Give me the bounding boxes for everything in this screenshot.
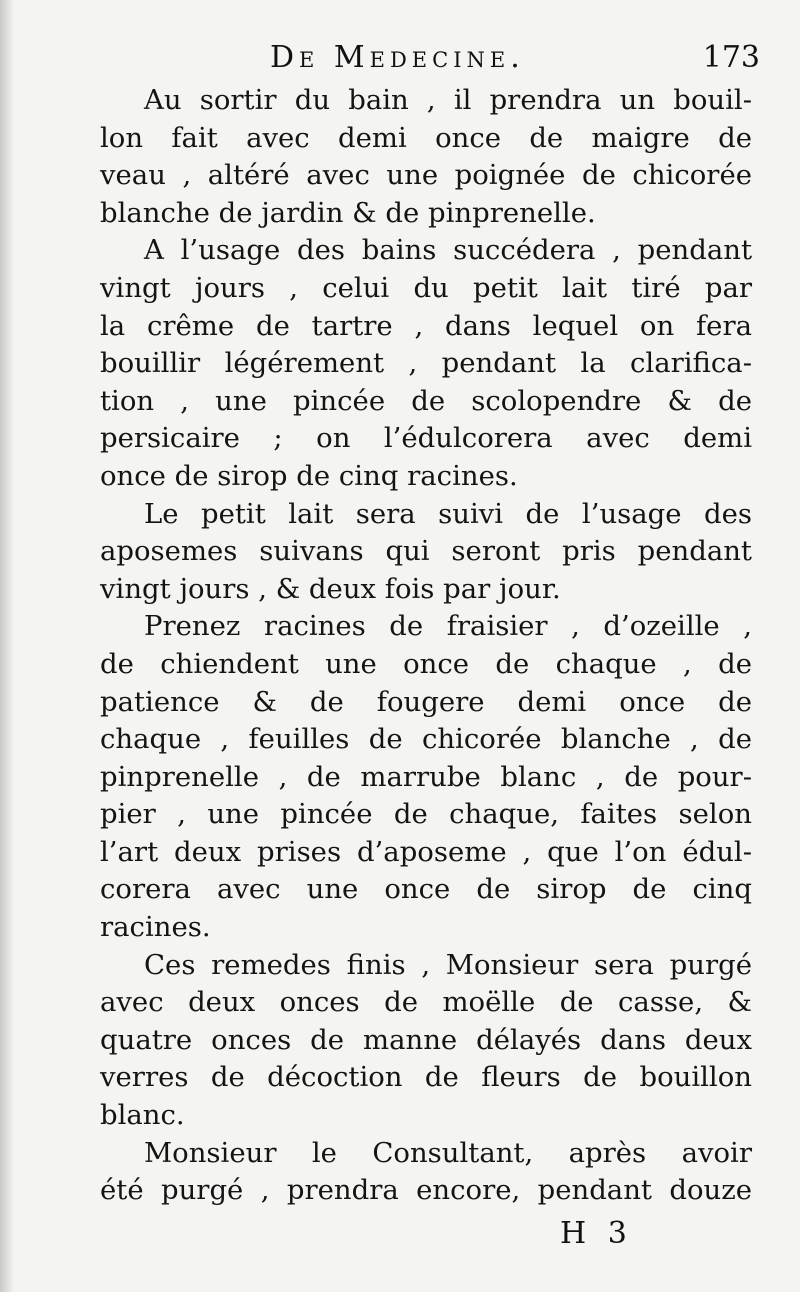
text-line: pinprenelle , de marrube blanc , de pour- [100, 760, 752, 793]
text-line: persicaire ; on l’édulcorera avec demi [100, 422, 752, 455]
text-line: tion , une pincée de scolopendre & de [100, 384, 752, 417]
text-line: la crême de tartre , dans lequel on fera [100, 309, 752, 342]
body-text [100, 82, 752, 1210]
page-spine-shadow [0, 0, 14, 1292]
text-line: blanc. [100, 1099, 185, 1132]
text-line: Ces remedes finis , Monsieur sera purgé [144, 948, 752, 981]
text-line: été purgé , prendra encore, pendant douze [100, 1174, 752, 1207]
running-title: De Medecine. [270, 40, 525, 75]
text-line: blanche de jardin & de pinprenelle. [100, 196, 596, 229]
text-line: Au sortir du bain , il prendra un bouil- [144, 84, 752, 116]
running-head [100, 40, 760, 84]
page-number: 173 [702, 40, 760, 75]
text-line: corera avec une once de sirop de cinq [100, 873, 752, 906]
text-line: once de sirop de cinq racines. [100, 459, 518, 492]
text-line: l’art deux prises d’aposeme , que l’on édul- [100, 835, 752, 868]
text-line: de chiendent une once de chaque , de [100, 647, 752, 680]
text-line: racines. [100, 911, 211, 944]
text-line: pier , une pincée de chaque, faites selon [100, 798, 752, 831]
text-line: veau , altéré avec une poignée de chicorée [100, 159, 752, 192]
text-line: quatre onces de manne délayés dans deux [100, 1023, 752, 1056]
text-line: Monsieur le Consultant, après avoir [144, 1136, 752, 1169]
text-line: avec deux onces de moëlle de casse, & [100, 986, 752, 1019]
text-line: chaque , feuilles de chicorée blanche , de [100, 723, 752, 756]
text-line: vingt jours , & deux fois par jour. [100, 572, 561, 605]
text-line: verres de décoction de fleurs de bouillon [100, 1061, 752, 1094]
text-line: vingt jours , celui du petit lait tiré par [100, 271, 752, 304]
text-line: patience & de fougere demi once de [100, 685, 752, 718]
signature-mark: H 3 [560, 1216, 633, 1251]
text-line: Le petit lait sera suivi de l’usage des [144, 497, 752, 530]
text-line: lon fait avec demi once de maigre de [100, 121, 752, 154]
text-line: bouillir légérement , pendant la clarifica- [100, 347, 752, 380]
text-line: Prenez racines de fraisier , d’ozeille , [144, 610, 752, 643]
text-line: aposemes suivans qui seront pris pendant [100, 535, 752, 568]
text-line: A l’usage des bains succédera , pendant [144, 234, 752, 267]
